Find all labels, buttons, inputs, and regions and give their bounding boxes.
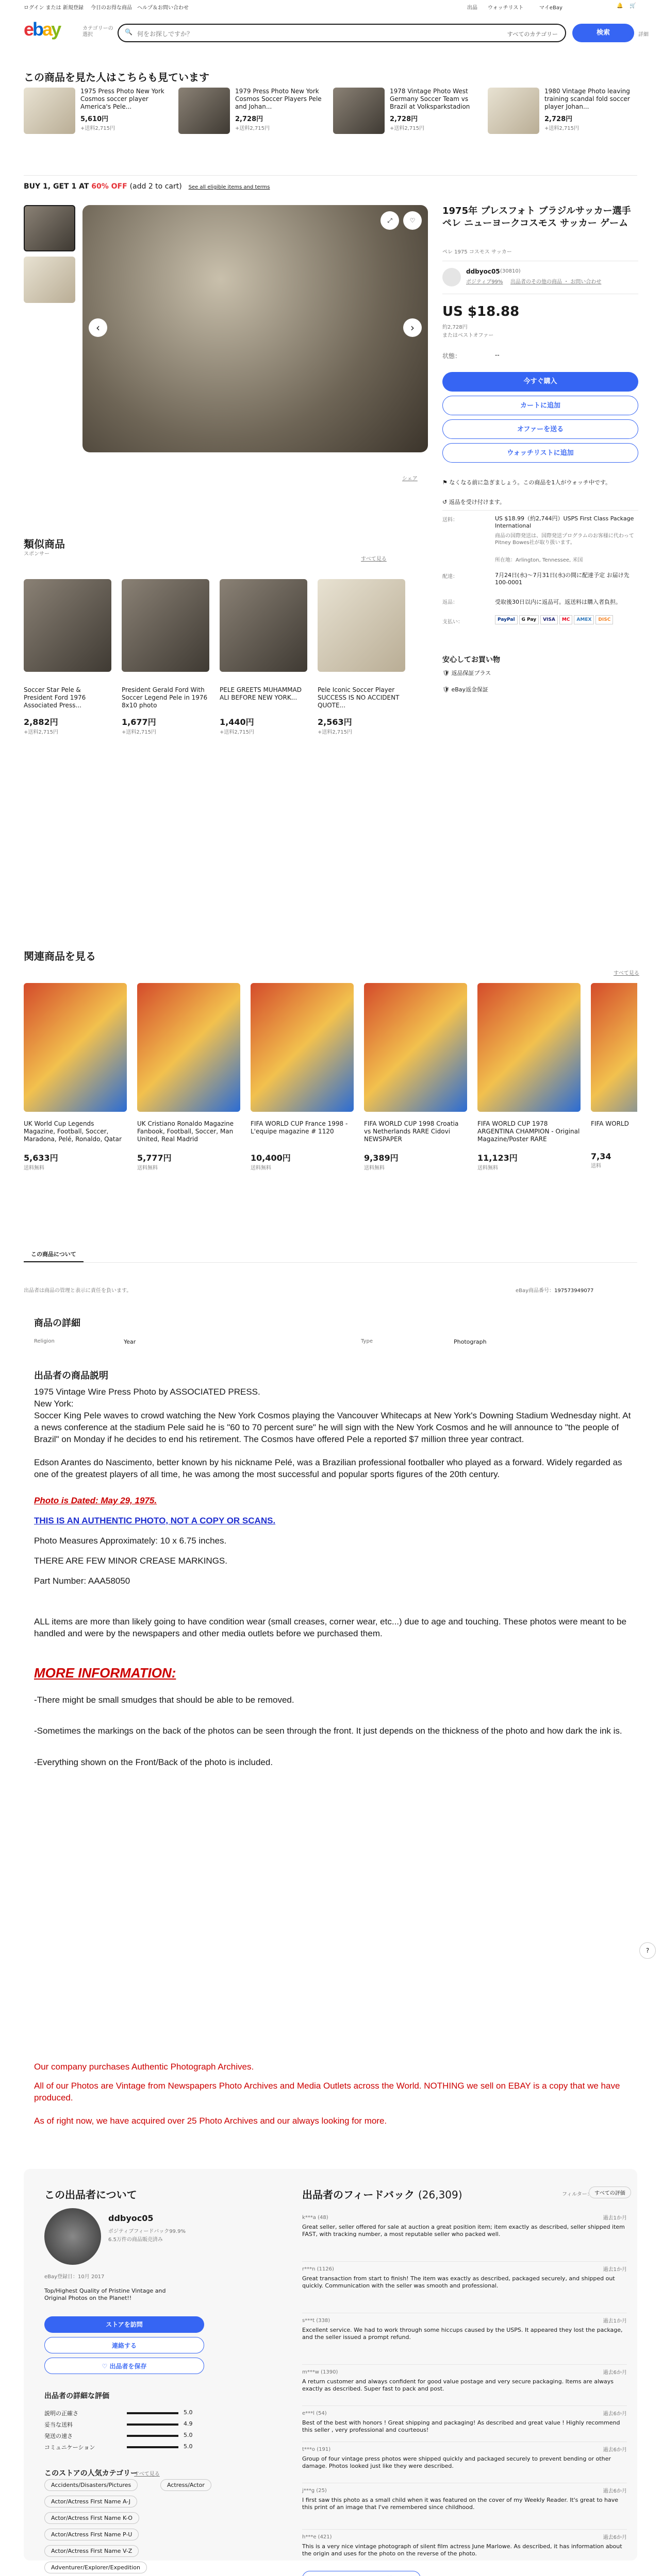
listing-title: 1975年 プレスフォト ブラジルサッカー選手 ペレ ニューヨークコスモス サッカー ゲーム: [442, 206, 631, 229]
help-icon[interactable]: ?: [639, 1942, 656, 1959]
save-seller-button[interactable]: ♡ 出品者を保存: [44, 2358, 204, 2374]
similar-top-row: 1975 Press Photo New York Cosmos soccer player America's Pele... 5,610円 +送料2,715円 1979 Press Photo New York Cosmos Soccer Players Pele and Johan... 2,728円 +送料2,715円 1978 Vintage Photo West Germany Soccer Team vs Brazil at Volksparkstadion 2,728円 +送料2,715円 1980 Vintage Photo leaving training scandal fold soccer player Johan... 2,728円 +送料2,715円: [24, 88, 637, 155]
daily-deals-link[interactable]: 今日のお得な商品: [91, 5, 132, 11]
my-ebay-link[interactable]: マイeBay: [539, 5, 562, 11]
feedback-user: h***e (421): [302, 2534, 332, 2540]
category-pill[interactable]: Adventurer/Explorer/Expedition: [44, 2562, 147, 2573]
rating-row: 発送の速さ 5.0: [44, 2432, 193, 2439]
best-offer: またはベストオファー: [442, 333, 494, 338]
feedback-user: s***t (338): [302, 2318, 330, 2324]
item-image: [24, 88, 75, 134]
item-image: [477, 983, 581, 1112]
seller-avatar[interactable]: [442, 268, 461, 286]
rating-row: コミュニケーション 5.0: [44, 2443, 193, 2451]
search-button[interactable]: 検索: [572, 24, 634, 42]
price-jpy: 約2,728円: [442, 325, 468, 330]
seller-positive: ポジティブフィードバック99.9%: [108, 2229, 186, 2234]
main-photo[interactable]: [82, 205, 428, 452]
feedback-title: 出品者のフィードバック (26,309): [302, 2189, 462, 2201]
feedback-time: 過去6か月: [603, 2488, 627, 2494]
returns-value: 受取後30日以内に返品可。返送料は購入者負担。: [495, 599, 621, 605]
feedback-filter-label: フィルター：: [562, 2192, 592, 2197]
promo-terms-link[interactable]: See all eligible items and terms: [188, 184, 270, 190]
list-item[interactable]: UK World Cup Legends Magazine, Football, Soccer, Maradona, Pelé, Ronaldo, Qatar 5,633円 送料無料: [24, 983, 132, 1171]
advanced-search-link[interactable]: 詳細: [638, 32, 649, 38]
seller-responsibility-note: 出品者は商品の管理と表示に責任を負います。: [24, 1288, 132, 1294]
condition-value: --: [495, 351, 500, 359]
description-footer: Our company purchases Authentic Photograph Archives. All of our Photos are Vintage from Newspapers Photo Archives and Media Outlets across the World. NOTHING we sell on EBAY is a copy that we have produced. As of right now, we have acquired over 25 Photo Archives and our always looking for more.: [34, 2062, 620, 2126]
item-image: [318, 579, 405, 672]
tab-about[interactable]: この商品について: [24, 1247, 84, 1262]
seller-score: (30810): [500, 268, 521, 274]
feedback-user: k***a (48): [302, 2215, 328, 2221]
categories-see-all[interactable]: すべて見る: [134, 2471, 160, 2477]
chevron-right-icon[interactable]: ›: [403, 318, 422, 337]
similar-items-title: 類似商品: [24, 538, 65, 550]
feedback-time: 過去6か月: [603, 2411, 627, 2417]
ebay-logo[interactable]: ebay: [24, 19, 60, 40]
about-seller-title: この出品者について: [44, 2189, 137, 2201]
promo-percent: 60% OFF: [91, 182, 127, 191]
feedback-item: r***n (1126) 過去1か月 Great transaction from start to finish! The item was exactly as described, packaged securely, and shipped out quickly. Communication with the seller was smooth and professional.: [302, 2262, 627, 2313]
seller-positive[interactable]: ポジティブ99%: [466, 279, 503, 285]
list-item[interactable]: President Gerald Ford With Soccer Legend Pele in 1976 8x10 photo 1,677円 +送料2,715円: [122, 579, 214, 735]
item-image: [364, 983, 467, 1112]
guarantee-2: 🛡 eBay返金保証: [442, 686, 489, 693]
feedback-item: h***e (421) 過去6か月 This is a very nice vintage photograph of silent film actress June Marlowe. As described, it has information about the origin and uses for the photo on the reverse of the photo.: [302, 2530, 627, 2576]
shipping-label: 送料：: [442, 517, 458, 523]
list-item[interactable]: FIFA WORLD CUP 1978 ARGENTINA CHAMPION - Original Magazine/Poster RARE 11,123円 送料無料: [477, 983, 586, 1171]
feedback-item: s***t (338) 過去1か月 Excellent service. We had to work through some hiccups caused by the USPS. It appeared they lost the package, and the seller issued a prompt refund.: [302, 2313, 627, 2365]
price: US $18.88: [442, 304, 520, 319]
top-nav: [24, 3, 637, 11]
urgency-note: ⚑ なくなる前に急ぎましょう。この商品を1人がウォッチ中です。: [442, 479, 611, 486]
rating-row: 説明の正確さ 5.0: [44, 2409, 193, 2417]
returns-label: 返品：: [442, 600, 458, 605]
expand-icon[interactable]: ⤢: [380, 211, 399, 230]
item-image: [220, 579, 307, 672]
shield-icon: 🛡: [442, 670, 450, 676]
feedback-user: m***w (1390): [302, 2369, 338, 2375]
category-pill[interactable]: Accidents/Disasters/Pictures: [44, 2479, 138, 2491]
gpay-icon: G Pay: [519, 615, 539, 624]
visit-store-button[interactable]: ストアを訪問: [44, 2316, 204, 2333]
category-pill[interactable]: Actor/Actress First Name V-Z: [44, 2545, 139, 2557]
spec-label: Type: [361, 1338, 373, 1344]
heart-icon[interactable]: ♡: [403, 211, 422, 230]
watchlist-link[interactable]: ウォッチリスト: [488, 5, 524, 11]
seller-name[interactable]: ddbyoc05: [108, 2213, 154, 2223]
spec-label: Religion: [34, 1338, 55, 1344]
item-image: [178, 88, 230, 134]
list-item[interactable]: Soccer Star Pele & President Ford 1976 Associated Press... 2,882円 +送料2,715円: [24, 579, 117, 735]
seller-name[interactable]: ddbyoc05: [466, 268, 500, 275]
feedback-time: 過去1か月: [603, 2215, 627, 2221]
spec-value: Photograph: [454, 1338, 487, 1345]
feedback-time: 過去6か月: [603, 2370, 627, 2376]
search-icon: 🔍: [125, 28, 133, 36]
ratings-list: [44, 2409, 199, 2454]
mastercard-icon: MC: [559, 615, 573, 624]
location: 所在地：Arlington, Tennessee, 米国: [495, 557, 583, 563]
promo-banner: BUY 1, GET 1 AT 60% OFF (add 2 to cart) See all eligible items and terms: [24, 182, 270, 191]
buy-now-button[interactable]: 今すぐ購入: [442, 372, 638, 392]
shipping-value: US $18.99（約2,744円）USPS First Class Package International: [495, 515, 634, 529]
feedback-list: [302, 2210, 627, 2576]
rating-bar: [127, 2446, 178, 2448]
description-body: 1975 Vintage Wire Press Photo by ASSOCIATED PRESS. New York: Soccer King Pele waves to crowd watching the New York Cosmos playing the Vancouver Whitecaps at New York's Downing Stadium Wednesday night. At a news conference at the stadium Pele said he is "60 to 70 percent sure" he will sign with the New York Cosmos and he will announce to "the people of Brazil" on Monday if he decides to end his retirement. The Cosmos have offered Pele a reported $7 million three year contract. Edson Arantes do Nascimento, better known by his nickname Pelé, was a Brazilian professional footballer who played as a forward. Widely regarded as one of the greatest players of all time, he was among the most successful and popular sports figures of the 20th century. Photo is Dated: May 29, 1975. THIS IS AN AUTHENTIC PHOTO, NOT A COPY OR SCANS. Photo Measures Approximately: 10 x 6.75 inches. THERE ARE FEW MINOR CREASE MARKINGS. Part Number: AAA58050 ALL items are more than likely going to have condition wear (small creases, corner wear, etc...) due to age and touching. These photos were meant to be handled and were by the newspapers and other media outlets before we purchased them. MORE INFORMATION: -There might be small smudges that should be able to be removed. -Sometimes the markings on the back of the photos can be seen through the front. It just depends on the thickness of the photo and how dark the ink is. -Everything shown on the Front/Back of the photo is included.: [34, 1387, 631, 1767]
contact-button[interactable]: 連絡する: [44, 2337, 204, 2353]
item-image: [24, 579, 111, 672]
delivery-value: 7月24日(水)〜7月31日(水)の間に配達予定 お届け先 100-0001: [495, 572, 630, 586]
chevron-left-icon[interactable]: ‹: [89, 318, 107, 337]
feedback-time: 過去1か月: [603, 2267, 627, 2273]
signin-link[interactable]: ログイン または 新規登録: [24, 5, 84, 11]
watchlist-button[interactable]: ウォッチリストに追加: [442, 443, 638, 463]
condition-label: 状態：: [442, 352, 461, 360]
feedback-time: 過去6か月: [603, 2535, 627, 2540]
payment-methods: [495, 615, 638, 626]
feedback-user: t***o (191): [302, 2447, 331, 2452]
categories-title: このストアの人気カテゴリー: [44, 2469, 138, 2478]
shield-icon: 🛡: [442, 686, 450, 693]
list-item[interactable]: FIFA WORLD CUP 1998 Croatia vs Netherlands RARE Cidovi NEWSPAPER 9,389円 送料無料: [364, 983, 472, 1171]
category-pill[interactable]: Actor/Actress First Name A-J: [44, 2496, 137, 2507]
list-item[interactable]: UK Cristiano Ronaldo Magazine Fanbook, Football, Soccer, Man United, Real Madrid 5,777円 送料無料: [137, 983, 245, 1171]
paypal-icon: PayPal: [495, 615, 518, 624]
return-icon: ↺: [442, 499, 448, 505]
item-image: [122, 579, 209, 672]
similar-items-row: [24, 579, 416, 785]
visa-icon: VISA: [540, 615, 558, 624]
search-input[interactable]: 何をお探しですか？: [137, 30, 193, 38]
thumbnail[interactable]: [24, 257, 75, 303]
feedback-user: r***n (1126): [302, 2266, 334, 2272]
shipping-note: 商品の国際発送は、国際発送プログラムのお客様に代わってPitney Bowes社が取り扱います。: [495, 533, 634, 546]
category-select[interactable]: カテゴリーの選択: [82, 26, 113, 38]
list-item[interactable]: FIFA WORLD 7,34 送料: [591, 983, 637, 1169]
item-number: eBay商品番号：197573949077: [516, 1288, 594, 1294]
amex-icon: AMEX: [574, 615, 594, 624]
guarantee-title: 安心してお買い物: [442, 656, 500, 664]
seller-avatar[interactable]: [44, 2208, 101, 2265]
related-see-all-link[interactable]: すべて見る: [614, 971, 639, 976]
sponsor-label: スポンサー: [24, 551, 49, 557]
item-image: [251, 983, 354, 1112]
seller-sold: 6.5万件の商品販売済み: [108, 2237, 163, 2243]
heart-icon: ♡: [102, 2363, 108, 2370]
item-image: [24, 983, 127, 1112]
see-all-link[interactable]: すべて見る: [361, 556, 387, 562]
feedback-time: 過去1か月: [603, 2318, 627, 2324]
list-item[interactable]: PELE GREETS MUHAMMAD ALI BEFORE NEW YORK... 1,440円 +送料2,715円: [220, 579, 312, 735]
seller-tagline: Top/Highest Quality of Pristine Vintage and Original Photos on the Planet!!: [44, 2287, 166, 2301]
flag-icon: ⚑: [442, 479, 448, 486]
thumbnail-strip: [24, 205, 80, 303]
payments-label: 支払い：: [442, 619, 463, 625]
description-title: 出品者の商品説明: [34, 1370, 108, 1381]
item-image: [488, 88, 539, 134]
feedback-item: t***o (191) 過去6か月 Group of four vintage press photos were shipped quickly and packaged securely to prevent bending or other damage. Photos looked just like they were described.: [302, 2442, 627, 2483]
delivery-label: 配達：: [442, 574, 458, 580]
related-row: [24, 983, 637, 1205]
bell-icon[interactable]: 🔔: [617, 3, 623, 9]
discover-icon: DISC: [595, 615, 613, 624]
feedback-user: j***g (25): [302, 2488, 327, 2494]
feedback-item: m***w (1390) 過去6か月 A return customer and always confident for good value postage and very secure packaging. Items are always exactly as described. Super fast to pack and post.: [302, 2365, 627, 2406]
feedback-filter-select[interactable]: すべての評価: [589, 2187, 631, 2198]
item-image: [333, 88, 385, 134]
search-category-select[interactable]: すべてのカテゴリー: [507, 31, 558, 38]
category-pill[interactable]: Actress/Actor: [160, 2479, 211, 2491]
help-link[interactable]: ヘルプ＆お問い合わせ: [137, 5, 189, 11]
spec-value: Year: [124, 1338, 136, 1345]
ratings-title: 出品者の詳細な評価: [44, 2392, 109, 2400]
feedback-time: 過去6か月: [603, 2447, 627, 2453]
related-title: 関連商品を見る: [24, 950, 96, 962]
make-offer-button[interactable]: オファーを送る: [442, 419, 638, 439]
details-title: 商品の詳細: [34, 1318, 80, 1329]
feedback-item: e***l (54) 過去6か月 Best of the best with honors ! Great shipping and packaging! As described and great value ! Highly recommend this seller , very professional and courteous!: [302, 2406, 627, 2442]
listing-subtitle: ペレ 1975 コスモス サッカー: [442, 249, 512, 255]
category-pill[interactable]: Actor/Actress First Name P-U: [44, 2529, 139, 2540]
rating-bar: [127, 2412, 178, 2414]
sell-link[interactable]: 出品: [467, 5, 477, 11]
list-item[interactable]: FIFA WORLD CUP France 1998 - L'equipe magazine # 1120 10,400円 送料無料: [251, 983, 359, 1171]
divider: [24, 1262, 637, 1263]
divider: [24, 175, 637, 176]
feedback-item: j***g (25) 過去6か月 I first saw this photo as a small child when it was featured on the cover of my Weekly Reader. It's great to have this print of an image that I've remembered since childhood.: [302, 2483, 627, 2530]
seller-links[interactable]: 出品者のその他の商品 ・ お問い合わせ: [510, 279, 602, 285]
seller-joined: eBay登録日：10月 2017: [44, 2274, 105, 2280]
similar-top-title: この商品を見た人はこちらも見ています: [24, 71, 209, 83]
feedback-user: e***l (54): [302, 2411, 327, 2416]
divider: [442, 510, 638, 511]
guarantee-1: 🛡 返品保証プラス: [442, 670, 491, 676]
feedback-item: k***a (48) 過去1か月 Great seller, seller offered for sale at auction a great position item; item exactly as described, seller shipped item FAST, with tracking number, a most reputable seller who packed well.: [302, 2210, 627, 2262]
rating-row: 妥当な送料 4.9: [44, 2420, 193, 2428]
see-all-feedback-button[interactable]: [302, 2571, 421, 2576]
share-link[interactable]: シェア: [402, 476, 418, 482]
item-image: [137, 983, 240, 1112]
search-box[interactable]: [118, 24, 566, 42]
category-pill[interactable]: Actor/Actress First Name K-O: [44, 2512, 139, 2524]
cart-icon[interactable]: 🛒: [630, 3, 636, 9]
add-to-cart-button[interactable]: カートに追加: [442, 396, 638, 415]
list-item[interactable]: Pele Iconic Soccer Player SUCCESS IS NO ACCIDENT QUOTE... 2,563円 +送料2,715円: [318, 579, 410, 735]
rating-bar: [127, 2424, 178, 2426]
returns-note: ↺ 返品を受け付けます。: [442, 499, 505, 505]
item-image: [591, 983, 637, 1112]
thumbnail[interactable]: [24, 205, 75, 251]
rating-bar: [127, 2435, 178, 2437]
